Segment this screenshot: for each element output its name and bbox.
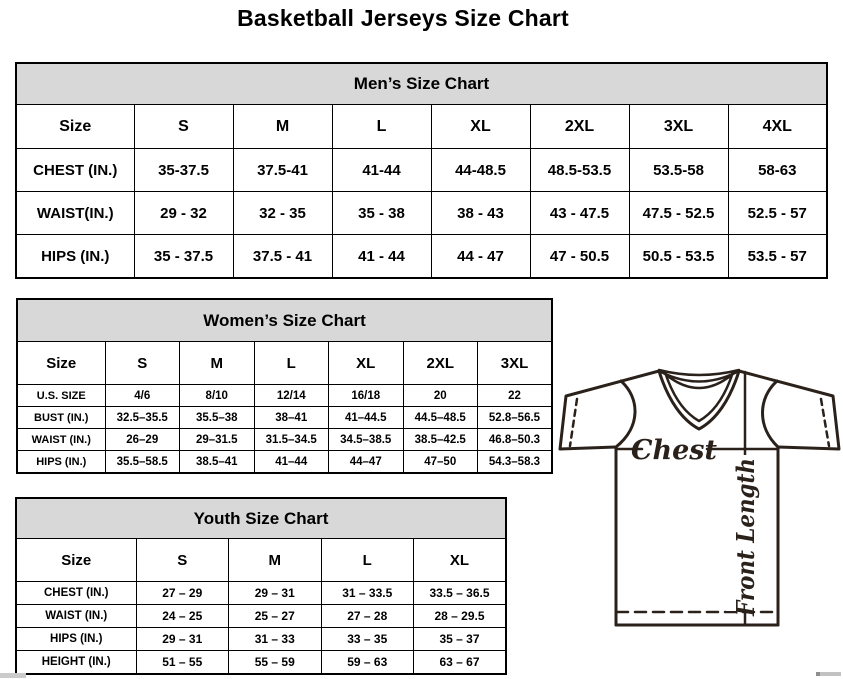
- column-header: 4XL: [728, 105, 827, 149]
- table-row: [17, 451, 552, 474]
- table-row: [16, 235, 827, 279]
- mens-table-title-row: [16, 63, 827, 105]
- size-value: 41–44: [254, 451, 329, 474]
- size-value: 41 - 44: [332, 235, 431, 279]
- table-row: [17, 407, 552, 429]
- jersey-collar-back-arc: [659, 370, 739, 375]
- column-header: XL: [414, 539, 507, 582]
- table-row: [16, 628, 506, 651]
- size-value: 50.5 - 53.5: [629, 235, 728, 279]
- size-value: 27 – 28: [321, 605, 414, 628]
- size-value: 16/18: [329, 385, 404, 407]
- youth-table-title-row: [16, 498, 506, 539]
- size-value: 46.8–50.3: [478, 429, 553, 451]
- size-value: 31 – 33.5: [321, 582, 414, 605]
- size-value: 52.8–56.5: [478, 407, 553, 429]
- size-value: 37.5-41: [233, 149, 332, 192]
- size-value: 63 – 67: [414, 651, 507, 675]
- size-value: 29 – 31: [229, 582, 322, 605]
- column-header: 2XL: [403, 342, 478, 385]
- jersey-measurement-diagram: [550, 355, 843, 645]
- size-value: 27 – 29: [136, 582, 229, 605]
- row-label: HIPS (IN.): [16, 235, 134, 279]
- size-value: 22: [478, 385, 553, 407]
- row-label: CHEST (IN.): [16, 582, 136, 605]
- size-value: 33.5 – 36.5: [414, 582, 507, 605]
- womens-size-table: [16, 298, 553, 474]
- size-value: 31 – 33: [229, 628, 322, 651]
- size-value: 58-63: [728, 149, 827, 192]
- row-label: BUST (IN.): [17, 407, 105, 429]
- size-value: 43 - 47.5: [530, 192, 629, 235]
- size-value: 47 - 50.5: [530, 235, 629, 279]
- column-header: L: [254, 342, 329, 385]
- size-value: 29 - 32: [134, 192, 233, 235]
- womens-table-title-row: [17, 299, 552, 342]
- size-value: 25 – 27: [229, 605, 322, 628]
- size-value: 35-37.5: [134, 149, 233, 192]
- size-value: 35 - 37.5: [134, 235, 233, 279]
- size-value: 29–31.5: [180, 429, 255, 451]
- column-header: 3XL: [629, 105, 728, 149]
- size-value: 34.5–38.5: [329, 429, 404, 451]
- size-value: 32 - 35: [233, 192, 332, 235]
- table-row: [16, 605, 506, 628]
- size-value: 54.3–58.3: [478, 451, 553, 474]
- size-value: 35 - 38: [332, 192, 431, 235]
- size-value: 59 – 63: [321, 651, 414, 675]
- size-value: 44 - 47: [431, 235, 530, 279]
- page-title: Basketball Jerseys Size Chart: [237, 5, 569, 31]
- size-value: 48.5-53.5: [530, 149, 629, 192]
- size-value: 33 – 35: [321, 628, 414, 651]
- chest-label: Chest: [631, 435, 717, 466]
- size-value: 20: [403, 385, 478, 407]
- size-value: 55 – 59: [229, 651, 322, 675]
- womens-header-row: [17, 342, 552, 385]
- youth-header-row: [16, 539, 506, 582]
- column-header: M: [180, 342, 255, 385]
- column-header: M: [229, 539, 322, 582]
- size-value: 26–29: [105, 429, 180, 451]
- size-value: 47–50: [403, 451, 478, 474]
- row-label: WAIST (IN.): [16, 605, 136, 628]
- column-header: XL: [431, 105, 530, 149]
- row-label: WAIST (IN.): [17, 429, 105, 451]
- column-header: Size: [16, 105, 134, 149]
- size-value: 35.5–38: [180, 407, 255, 429]
- row-label: HIPS (IN.): [17, 451, 105, 474]
- horizontal-scrollbar-right[interactable]: [816, 672, 841, 676]
- size-value: 38.5–41: [180, 451, 255, 474]
- size-value: 52.5 - 57: [728, 192, 827, 235]
- front-length-label: Front Length: [731, 438, 760, 616]
- column-header: S: [105, 342, 180, 385]
- size-value: 28 – 29.5: [414, 605, 507, 628]
- column-header: L: [332, 105, 431, 149]
- table-row: [16, 192, 827, 235]
- size-value: 47.5 - 52.5: [629, 192, 728, 235]
- size-value: 35 – 37: [414, 628, 507, 651]
- size-value: 38 - 43: [431, 192, 530, 235]
- size-value: 41-44: [332, 149, 431, 192]
- column-header: S: [136, 539, 229, 582]
- table-row: [16, 582, 506, 605]
- youth-table-title: Youth Size Chart: [16, 498, 506, 539]
- size-value: 44-48.5: [431, 149, 530, 192]
- column-header: 3XL: [478, 342, 553, 385]
- table-row: [17, 429, 552, 451]
- table-row: [16, 149, 827, 192]
- size-value: 8/10: [180, 385, 255, 407]
- column-header: L: [321, 539, 414, 582]
- row-label: HIPS (IN.): [16, 628, 136, 651]
- size-value: 44–47: [329, 451, 404, 474]
- size-value: 44.5–48.5: [403, 407, 478, 429]
- table-row: [17, 385, 552, 407]
- size-value: 38.5–42.5: [403, 429, 478, 451]
- size-value: 53.5 - 57: [728, 235, 827, 279]
- column-header: Size: [17, 342, 105, 385]
- size-value: 51 – 55: [136, 651, 229, 675]
- row-label: CHEST (IN.): [16, 149, 134, 192]
- mens-table-title: Men’s Size Chart: [16, 63, 827, 105]
- column-header: M: [233, 105, 332, 149]
- womens-table-title: Women’s Size Chart: [17, 299, 552, 342]
- horizontal-scrollbar-left[interactable]: [0, 673, 26, 678]
- mens-size-table: [15, 62, 828, 279]
- row-label: WAIST(IN.): [16, 192, 134, 235]
- size-value: 38–41: [254, 407, 329, 429]
- column-header: XL: [329, 342, 404, 385]
- size-value: 31.5–34.5: [254, 429, 329, 451]
- column-header: Size: [16, 539, 136, 582]
- size-value: 35.5–58.5: [105, 451, 180, 474]
- mens-header-row: [16, 105, 827, 149]
- size-value: 37.5 - 41: [233, 235, 332, 279]
- size-value: 29 – 31: [136, 628, 229, 651]
- size-value: 24 – 25: [136, 605, 229, 628]
- jersey-right-cuff-stitch: [821, 399, 829, 446]
- column-header: 2XL: [530, 105, 629, 149]
- size-value: 53.5-58: [629, 149, 728, 192]
- size-value: 32.5–35.5: [105, 407, 180, 429]
- column-header: S: [134, 105, 233, 149]
- row-label: HEIGHT (IN.): [16, 651, 136, 675]
- size-value: 41–44.5: [329, 407, 404, 429]
- jersey-right-armhole-seam: [763, 381, 779, 447]
- size-value: 4/6: [105, 385, 180, 407]
- jersey-left-cuff-stitch: [570, 399, 577, 446]
- table-row: [16, 651, 506, 675]
- jersey-vneck-inner: [665, 372, 733, 421]
- size-value: 12/14: [254, 385, 329, 407]
- row-label: U.S. SIZE: [17, 385, 105, 407]
- youth-size-table: [15, 497, 507, 675]
